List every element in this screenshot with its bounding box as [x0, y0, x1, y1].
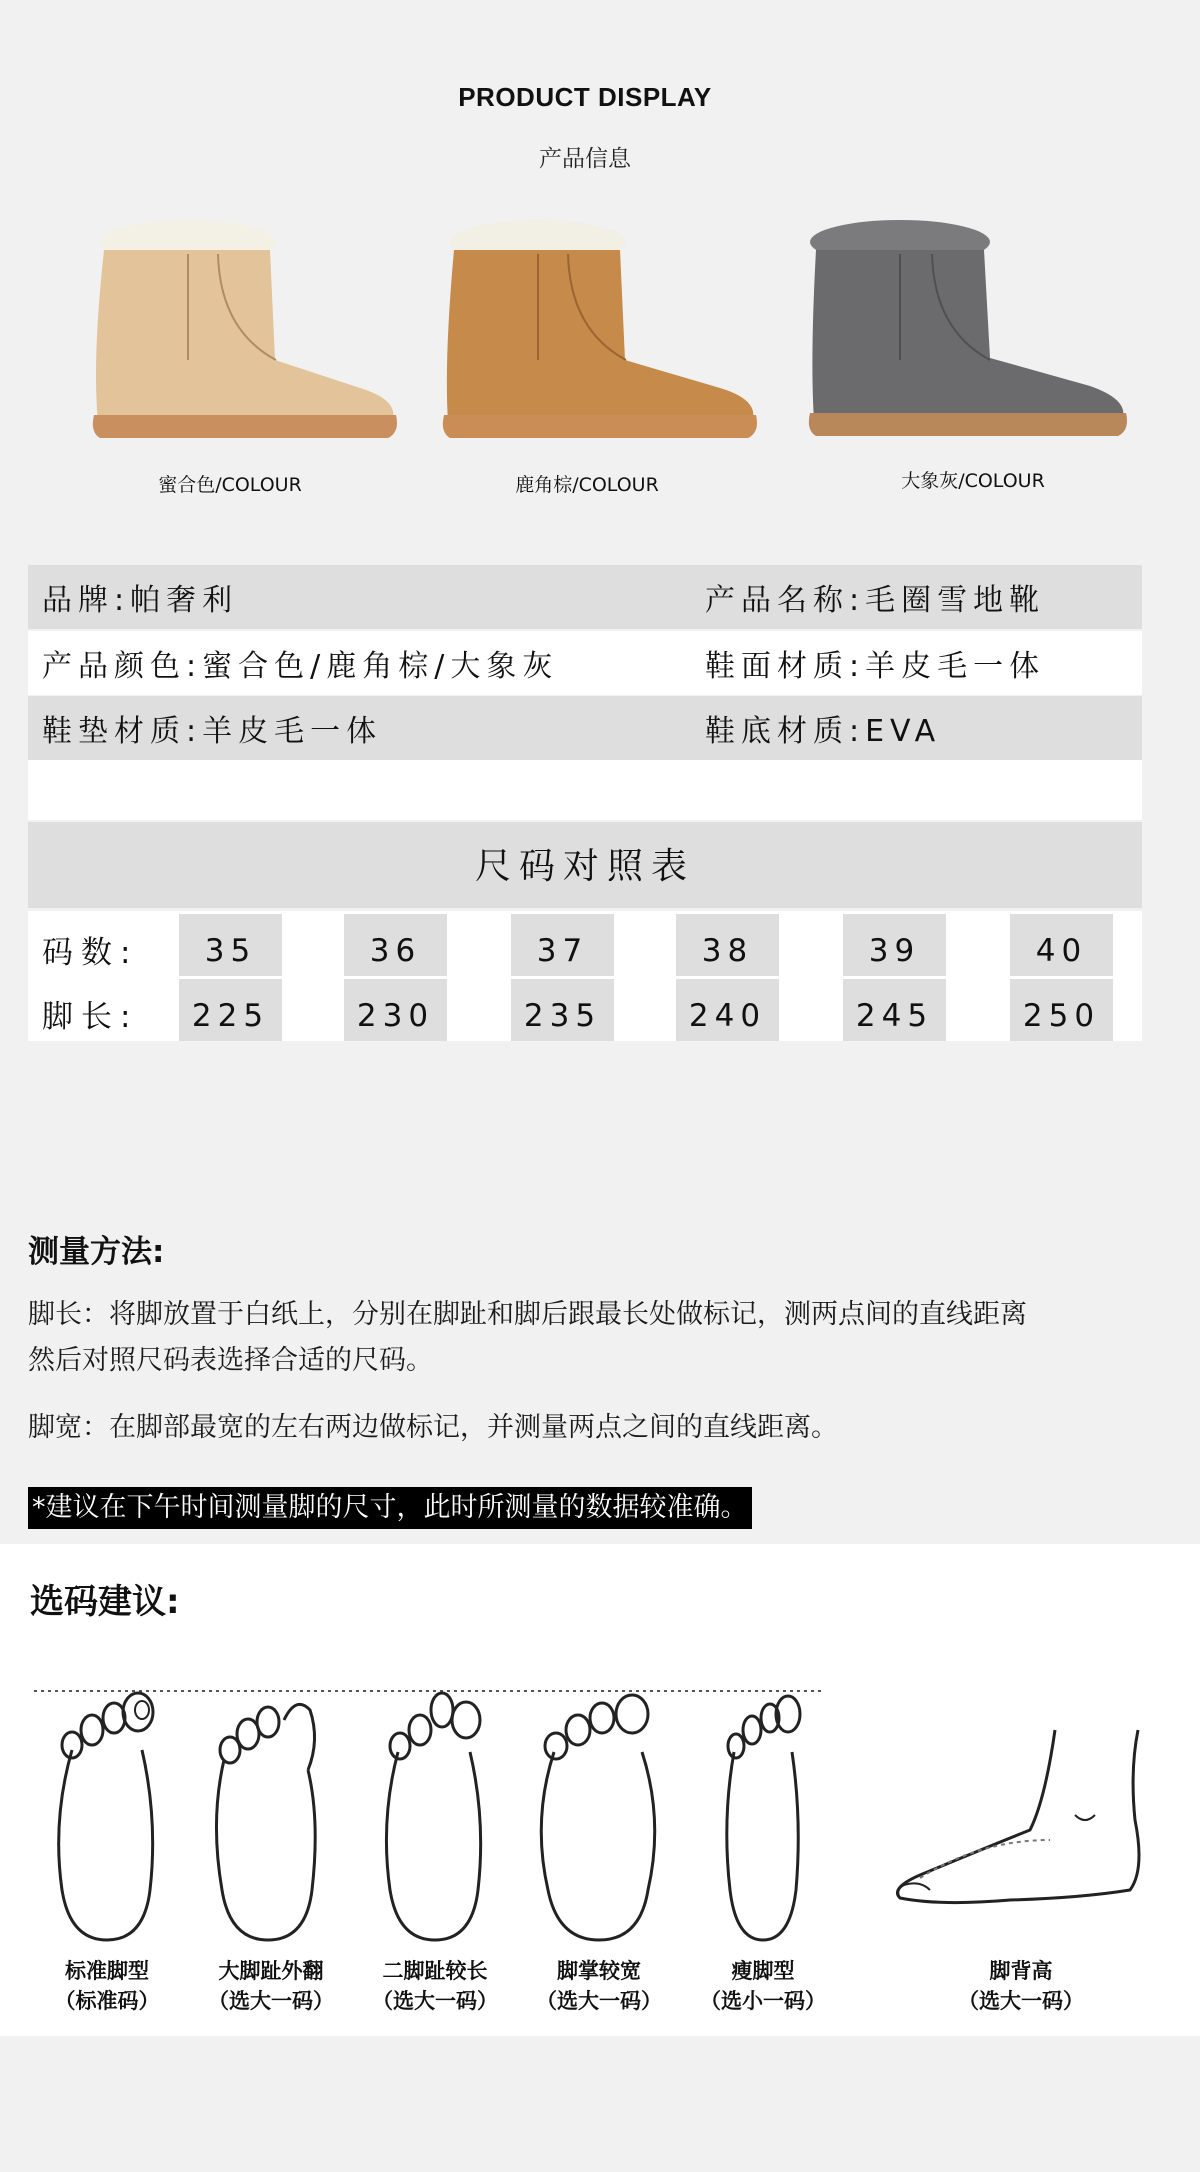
foot-type-advice: （选大一码） [958, 1989, 1084, 2013]
info-row-1 [28, 565, 1142, 629]
length-cell: 240 [676, 979, 779, 1041]
boot-image-honey [70, 210, 400, 450]
foot-type-advice: （选大一码） [372, 1989, 498, 2013]
foot-wide-icon [524, 1690, 674, 1960]
measure-tip: *建议在下午时间测量脚的尺寸，此时所测量的数据较准确。 [28, 1487, 752, 1529]
colour-label-honey: 蜜合色/COLOUR [158, 474, 302, 496]
foot-type-standard [22, 1956, 192, 2016]
page-title: PRODUCT DISPLAY [458, 82, 712, 112]
brand-info: 品牌:帕奢利 [42, 583, 239, 618]
foot-type-advice: （标准码） [54, 1989, 160, 2013]
colour-label-brown: 鹿角棕/COLOUR [515, 474, 659, 496]
boot-image-brown [430, 210, 760, 450]
sole-material-info: 鞋底材质:EVA [705, 714, 942, 749]
size-row-label: 码数: [42, 935, 139, 971]
foot-length-instruction: 脚长：将脚放置于白纸上，分别在脚趾和脚后跟最长处做标记，测两点间的直线距离 [28, 1299, 1027, 1330]
foot-type-slim [678, 1956, 848, 2016]
foot-high-instep-icon [880, 1720, 1150, 1920]
length-cell: 230 [344, 979, 447, 1041]
length-cell: 250 [1010, 979, 1113, 1041]
foot-type-name: 标准脚型 [65, 1959, 149, 1983]
product-color-info: 产品颜色:蜜合色/鹿角棕/大象灰 [42, 649, 559, 684]
foot-type-advice: （选小一码） [700, 1989, 826, 2013]
foot-slim-icon [688, 1690, 838, 1960]
size-cell: 36 [344, 914, 447, 976]
foot-type-name: 瘦脚型 [731, 1959, 795, 1983]
page-subtitle: 产品信息 [539, 146, 631, 172]
foot-length-instruction-2: 然后对照尺码表选择合适的尺码。 [28, 1345, 433, 1376]
foot-bunion-icon [196, 1690, 346, 1960]
info-row-3 [28, 696, 1142, 760]
foot-type-long-second-toe [350, 1956, 520, 2016]
upper-material-info: 鞋面材质:羊皮毛一体 [705, 649, 1046, 684]
size-cell: 39 [843, 914, 946, 976]
length-cell: 225 [179, 979, 282, 1041]
foot-type-advice: （选大一码） [208, 1989, 334, 2013]
measure-title: 测量方法: [28, 1234, 165, 1270]
size-chart [28, 911, 1142, 1041]
length-row-label: 脚长: [42, 999, 139, 1035]
foot-type-high-instep [936, 1956, 1106, 2016]
size-cell: 40 [1010, 914, 1113, 976]
foot-type-name: 二脚趾较长 [382, 1959, 488, 1983]
foot-type-wide [514, 1956, 684, 2016]
foot-long-second-toe-icon [360, 1690, 510, 1960]
foot-type-bunion [186, 1956, 356, 2016]
selection-title: 选码建议: [30, 1582, 180, 1622]
length-cell: 235 [511, 979, 614, 1041]
foot-type-name: 大脚趾外翻 [218, 1959, 324, 1983]
boot-image-grey [800, 210, 1130, 450]
insole-material-info: 鞋垫材质:羊皮毛一体 [42, 714, 383, 749]
foot-standard-icon [32, 1690, 182, 1960]
foot-type-advice: （选大一码） [536, 1989, 662, 2013]
foot-type-name: 脚背高 [989, 1959, 1053, 1983]
info-spacer-row [28, 760, 1142, 820]
size-cell: 37 [511, 914, 614, 976]
colour-label-grey: 大象灰/COLOUR [901, 470, 1045, 492]
size-cell: 38 [676, 914, 779, 976]
foot-width-instruction: 脚宽：在脚部最宽的左右两边做标记，并测量两点之间的直线距离。 [28, 1412, 838, 1443]
info-row-2 [28, 631, 1142, 695]
size-cell: 35 [179, 914, 282, 976]
foot-type-name: 脚掌较宽 [557, 1959, 641, 1983]
size-chart-title: 尺码对照表 [28, 822, 1142, 908]
product-name-info: 产品名称:毛圈雪地靴 [705, 583, 1046, 618]
length-cell: 245 [843, 979, 946, 1041]
